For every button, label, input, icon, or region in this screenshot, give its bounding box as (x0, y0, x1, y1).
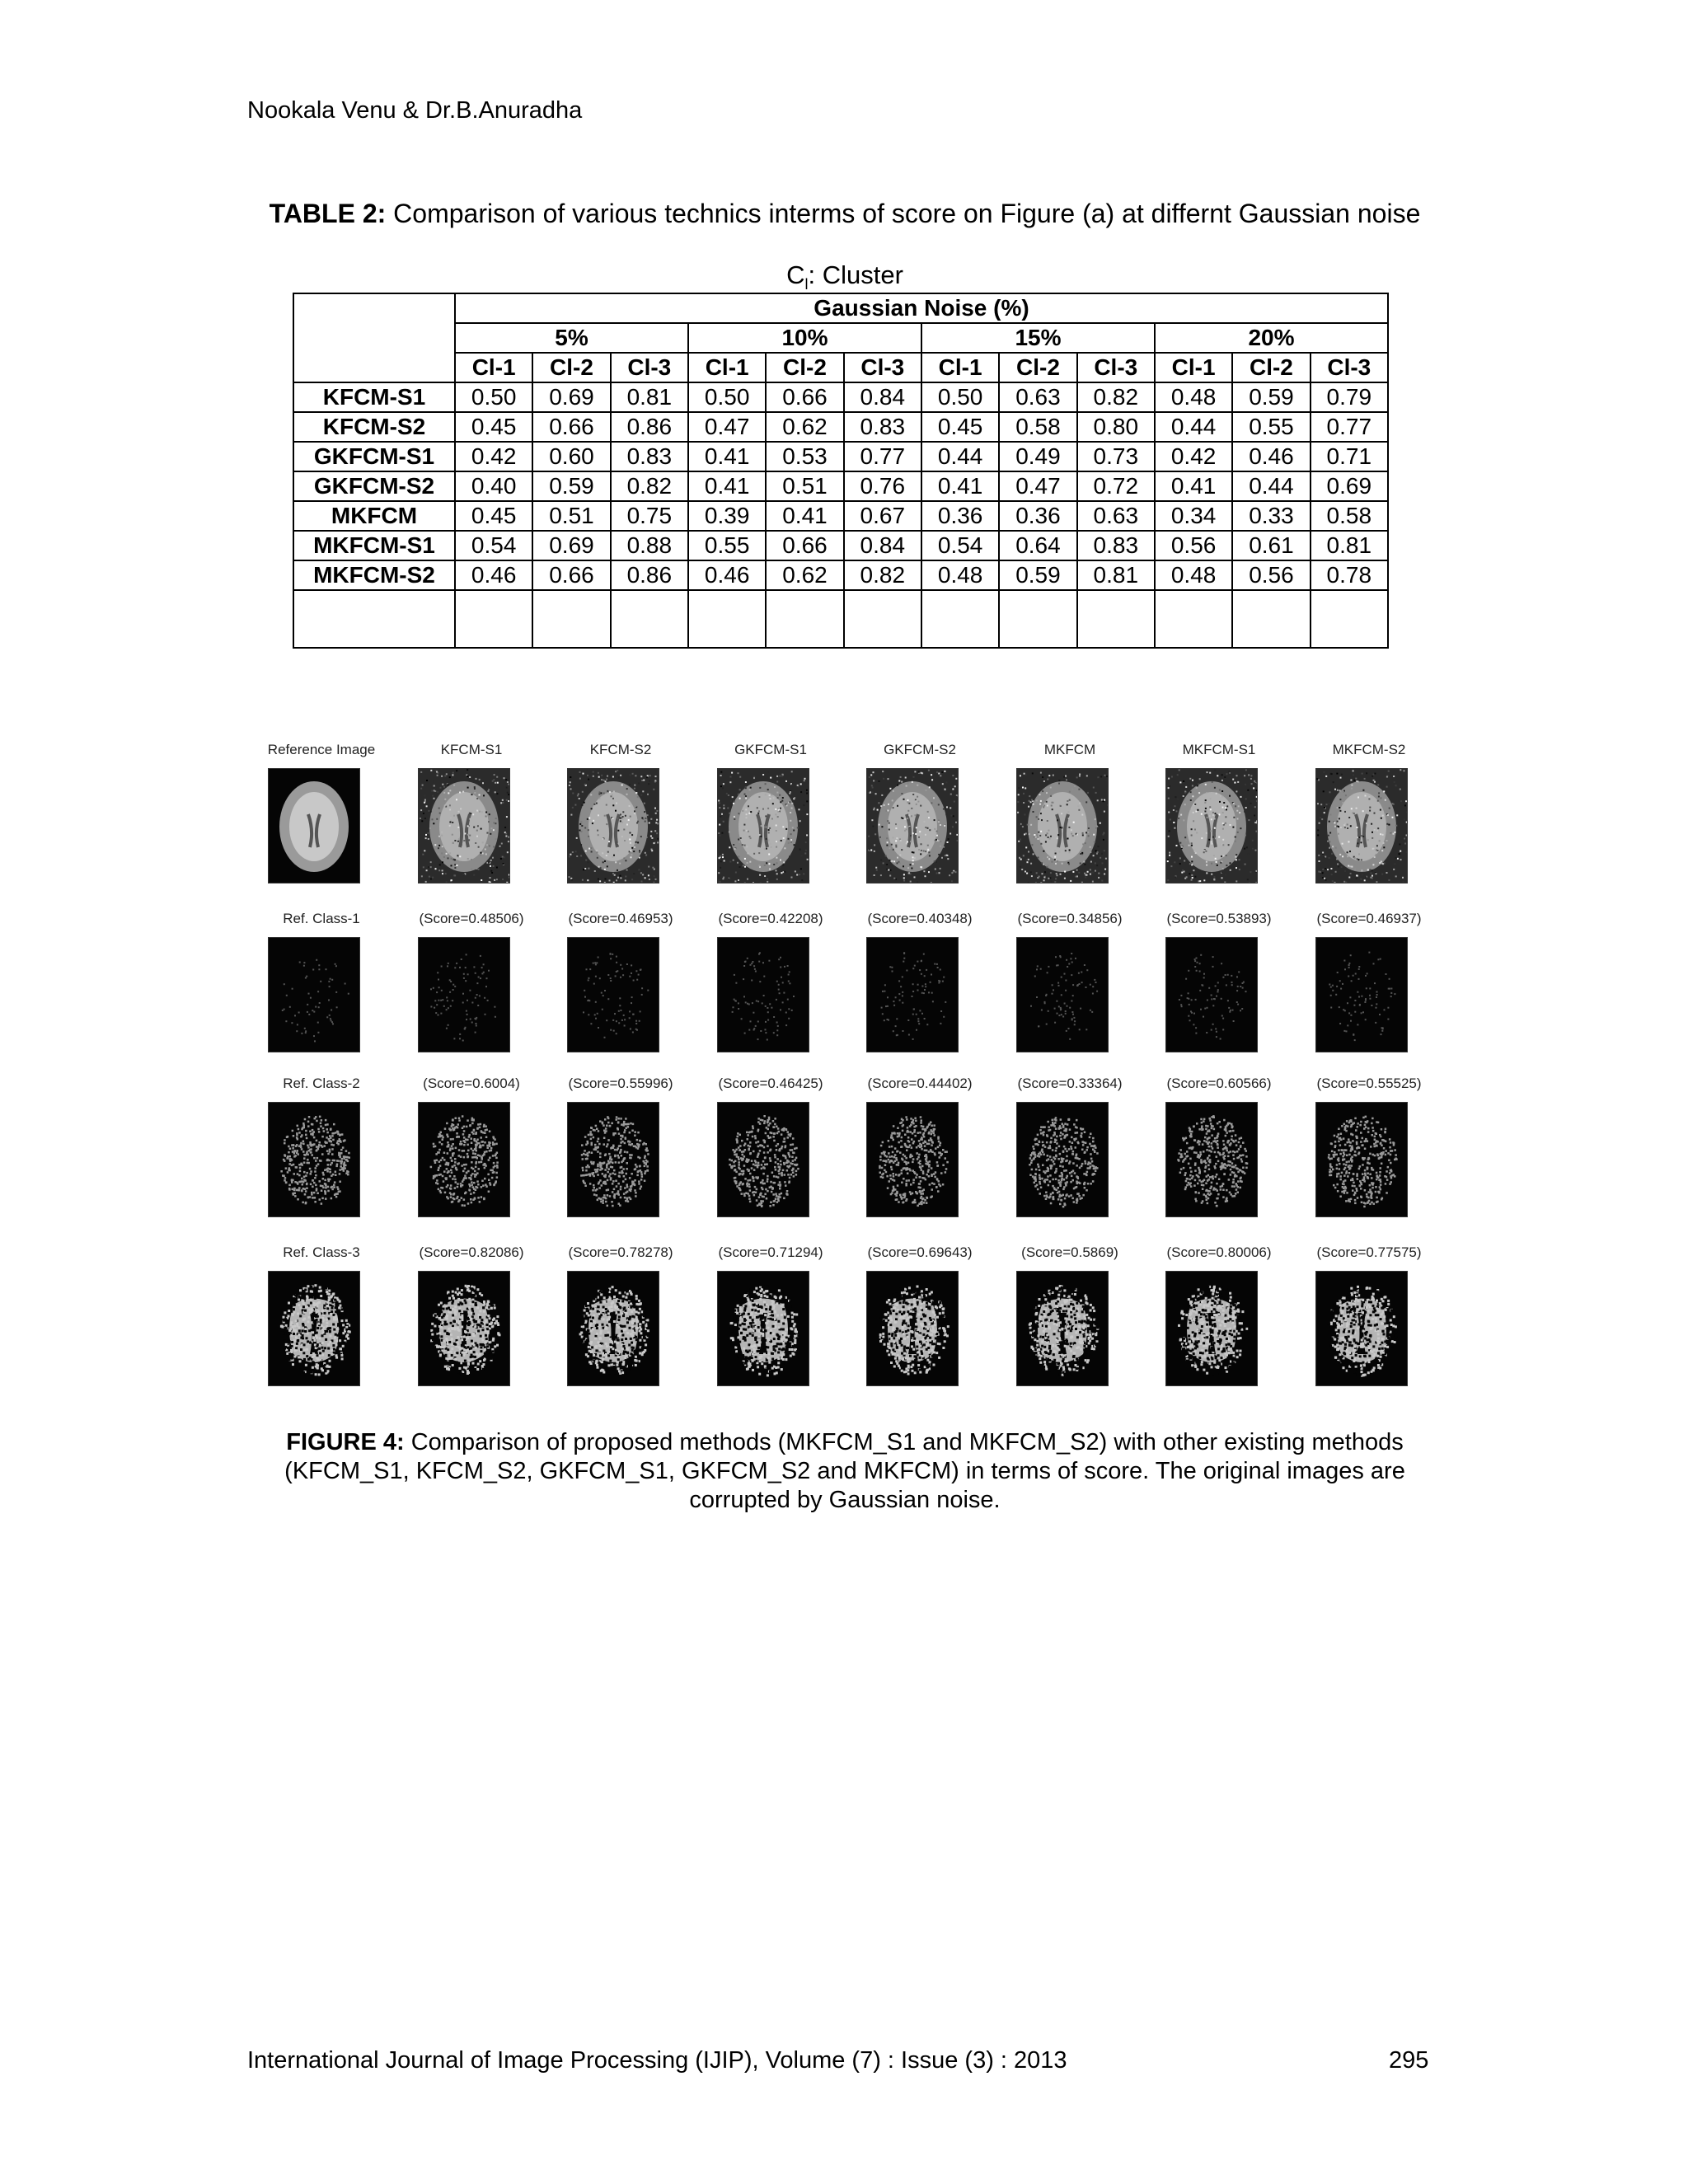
brain-scan-image (567, 937, 659, 1052)
score-cell: 0.41 (1155, 471, 1232, 501)
score-cell: 0.46 (1232, 442, 1310, 471)
score-cell: 0.83 (844, 412, 921, 442)
method-name: MKFCM-S2 (293, 560, 455, 590)
score-cell: 0.46 (455, 560, 532, 590)
score-cell: 0.36 (921, 501, 999, 531)
empty-cell (1311, 590, 1388, 648)
brain-scan-image (1016, 1271, 1109, 1386)
empty-cell (1155, 590, 1232, 648)
score-cell: 0.59 (999, 560, 1076, 590)
score-cell: 0.36 (999, 501, 1076, 531)
panel-label: (Score=0.78278) (568, 1244, 673, 1260)
score-cell: 0.56 (1232, 560, 1310, 590)
empty-cell (766, 590, 843, 648)
brain-scan-image (418, 937, 510, 1052)
score-cell: 0.82 (611, 471, 688, 501)
method-name: KFCM-S1 (293, 382, 455, 412)
noise-level-header: 10% (688, 323, 921, 353)
score-cell: 0.41 (688, 442, 766, 471)
score-cell: 0.44 (1232, 471, 1310, 501)
cluster-column-header: Cl-3 (1077, 353, 1155, 382)
score-cell: 0.82 (1077, 382, 1155, 412)
cluster-column-header: Cl-1 (688, 353, 766, 382)
panel-label: KFCM-S1 (440, 742, 503, 757)
panel-label: (Score=0.46937) (1316, 911, 1422, 926)
score-cell: 0.45 (455, 412, 532, 442)
cluster-column-header: Cl-1 (921, 353, 999, 382)
brain-scan-image (268, 937, 360, 1052)
score-cell: 0.66 (532, 560, 610, 590)
cluster-column-header: Cl-2 (1232, 353, 1310, 382)
score-cell: 0.49 (999, 442, 1076, 471)
figure-caption (247, 1428, 1442, 1515)
score-cell: 0.58 (1311, 501, 1388, 531)
brain-scan-image (866, 768, 959, 883)
panel-label: MKFCM (1043, 742, 1096, 757)
score-cell: 0.66 (766, 382, 843, 412)
empty-cell (844, 590, 921, 648)
cluster-column-header: Cl-3 (1311, 353, 1388, 382)
empty-cell (532, 590, 610, 648)
panel-label: (Score=0.53893) (1166, 911, 1272, 926)
cluster-legend (247, 260, 1442, 293)
panel-label: GKFCM-S2 (884, 742, 956, 757)
panel-label: (Score=0.40348) (867, 911, 973, 926)
cluster-column-header: Cl-1 (1155, 353, 1232, 382)
panel-label: (Score=0.33364) (1017, 1076, 1123, 1091)
brain-scan-image (717, 937, 809, 1052)
score-cell: 0.73 (1077, 442, 1155, 471)
score-cell: 0.42 (455, 442, 532, 471)
cluster-text: : Cluster (808, 260, 903, 289)
brain-scan-image (866, 937, 959, 1052)
score-cell: 0.54 (921, 531, 999, 560)
table-row (293, 442, 1388, 471)
score-cell: 0.62 (766, 412, 843, 442)
cluster-column-header: Cl-3 (611, 353, 688, 382)
empty-cell (1077, 590, 1155, 648)
score-cell: 0.81 (1077, 560, 1155, 590)
table-row (293, 382, 1388, 412)
score-cell: 0.69 (1311, 471, 1388, 501)
brain-scan-image (866, 1271, 959, 1386)
score-cell: 0.44 (1155, 412, 1232, 442)
empty-cell (688, 590, 766, 648)
panel-label: (Score=0.55525) (1316, 1076, 1422, 1091)
running-header: Nookala Venu & Dr.B.Anuradha (247, 97, 583, 124)
score-cell: 0.56 (1155, 531, 1232, 560)
score-cell: 0.41 (766, 501, 843, 531)
score-cell: 0.64 (999, 531, 1076, 560)
score-cell: 0.45 (455, 501, 532, 531)
cluster-column-header: Cl-2 (999, 353, 1076, 382)
empty-cell (455, 590, 532, 648)
brain-scan-image (1016, 937, 1109, 1052)
panel-label: (Score=0.80006) (1166, 1244, 1272, 1260)
panel-label: Ref. Class-3 (283, 1244, 360, 1260)
score-cell: 0.44 (921, 442, 999, 471)
method-name: MKFCM-S1 (293, 531, 455, 560)
cluster-prefix: C (786, 260, 805, 289)
table-caption-text: Comparison of various technics interms of score on Figure (a) at differnt Gaussian noise (386, 199, 1421, 228)
score-cell: 0.59 (1232, 382, 1310, 412)
brain-scan-image (567, 1271, 659, 1386)
method-name: KFCM-S2 (293, 412, 455, 442)
table-caption-label: TABLE 2: (269, 199, 387, 228)
score-cell: 0.46 (688, 560, 766, 590)
score-cell: 0.51 (766, 471, 843, 501)
score-cell: 0.82 (844, 560, 921, 590)
score-cell: 0.79 (1311, 382, 1388, 412)
score-cell: 0.47 (688, 412, 766, 442)
page-number: 295 (1389, 2047, 1429, 2074)
score-cell: 0.50 (688, 382, 766, 412)
score-cell: 0.51 (532, 501, 610, 531)
table-row (293, 531, 1388, 560)
panel-label: Ref. Class-2 (283, 1076, 360, 1091)
brain-scan-image (418, 1271, 510, 1386)
score-cell: 0.45 (921, 412, 999, 442)
table-caption (247, 198, 1442, 229)
brain-scan-image (268, 1271, 360, 1386)
brain-scan-image (717, 1271, 809, 1386)
empty-cell (293, 590, 455, 648)
score-cell: 0.59 (532, 471, 610, 501)
table-row (293, 501, 1388, 531)
score-cell: 0.39 (688, 501, 766, 531)
panel-label: Reference Image (267, 742, 376, 757)
journal-footer: International Journal of Image Processing (IJIP), Volume (7) : Issue (3) : 2013 (247, 2047, 1067, 2074)
cluster-column-header: Cl-2 (532, 353, 610, 382)
score-cell: 0.55 (688, 531, 766, 560)
brain-scan-image (268, 768, 360, 883)
group-header: Gaussian Noise (%) (455, 293, 1388, 323)
cluster-column-header: Cl-2 (766, 353, 843, 382)
empty-table-row (293, 590, 1388, 648)
table-row (293, 471, 1388, 501)
panel-label: (Score=0.42208) (718, 911, 823, 926)
score-cell: 0.47 (999, 471, 1076, 501)
score-table (293, 293, 1389, 649)
score-cell: 0.34 (1155, 501, 1232, 531)
score-cell: 0.84 (844, 382, 921, 412)
score-cell: 0.77 (1311, 412, 1388, 442)
noise-level-header: 15% (921, 323, 1155, 353)
score-cell: 0.71 (1311, 442, 1388, 471)
panel-label: (Score=0.55996) (568, 1076, 673, 1091)
score-cell: 0.69 (532, 382, 610, 412)
score-cell: 0.50 (455, 382, 532, 412)
brain-scan-image (717, 768, 809, 883)
score-cell: 0.76 (844, 471, 921, 501)
panel-label: (Score=0.77575) (1316, 1244, 1422, 1260)
score-cell: 0.50 (921, 382, 999, 412)
panel-label: (Score=0.69643) (867, 1244, 973, 1260)
score-cell: 0.60 (532, 442, 610, 471)
score-cell: 0.81 (1311, 531, 1388, 560)
noise-level-header: 5% (455, 323, 688, 353)
score-cell: 0.62 (766, 560, 843, 590)
score-cell: 0.84 (844, 531, 921, 560)
table-row (293, 560, 1388, 590)
panel-label: (Score=0.6004) (423, 1076, 520, 1091)
panel-label: (Score=0.82086) (419, 1244, 524, 1260)
score-cell: 0.69 (532, 531, 610, 560)
panel-label: MKFCM-S2 (1332, 742, 1406, 757)
figure-4-image-grid (247, 742, 1434, 1401)
score-cell: 0.78 (1311, 560, 1388, 590)
score-cell: 0.61 (1232, 531, 1310, 560)
empty-cell (999, 590, 1076, 648)
panel-label: Ref. Class-1 (283, 911, 360, 926)
brain-scan-image (1165, 937, 1258, 1052)
cluster-column-header: Cl-3 (844, 353, 921, 382)
figure-caption-label: FIGURE 4: (286, 1429, 405, 1455)
score-cell: 0.67 (844, 501, 921, 531)
brain-scan-image (1016, 768, 1109, 883)
method-name: GKFCM-S1 (293, 442, 455, 471)
score-cell: 0.40 (455, 471, 532, 501)
noise-level-header: 20% (1155, 323, 1388, 353)
panel-label: GKFCM-S1 (734, 742, 807, 757)
brain-scan-image (567, 768, 659, 883)
score-cell: 0.63 (999, 382, 1076, 412)
brain-scan-image (1315, 768, 1408, 883)
score-cell: 0.66 (766, 531, 843, 560)
panel-label: (Score=0.44402) (867, 1076, 973, 1091)
panel-label: MKFCM-S1 (1182, 742, 1256, 757)
panel-label: (Score=0.60566) (1166, 1076, 1272, 1091)
brain-scan-image (717, 1102, 809, 1217)
brain-scan-image (1165, 1102, 1258, 1217)
cluster-subscript: l (804, 276, 809, 293)
panel-label: (Score=0.71294) (718, 1244, 823, 1260)
score-cell: 0.55 (1232, 412, 1310, 442)
score-cell: 0.54 (455, 531, 532, 560)
brain-scan-image (418, 1102, 510, 1217)
brain-scan-image (418, 768, 510, 883)
brain-scan-image (567, 1102, 659, 1217)
brain-scan-image (268, 1102, 360, 1217)
brain-scan-image (1315, 937, 1408, 1052)
score-cell: 0.33 (1232, 501, 1310, 531)
empty-cell (611, 590, 688, 648)
score-cell: 0.42 (1155, 442, 1232, 471)
score-cell: 0.41 (921, 471, 999, 501)
panel-label: (Score=0.46953) (568, 911, 673, 926)
panel-label: (Score=0.48506) (419, 911, 524, 926)
score-cell: 0.48 (1155, 560, 1232, 590)
method-name: MKFCM (293, 501, 455, 531)
brain-scan-image (1315, 1102, 1408, 1217)
brain-scan-image (866, 1102, 959, 1217)
score-cell: 0.86 (611, 560, 688, 590)
brain-scan-image (1165, 1271, 1258, 1386)
table-corner-cell (293, 293, 455, 382)
empty-cell (1232, 590, 1310, 648)
score-cell: 0.53 (766, 442, 843, 471)
score-cell: 0.80 (1077, 412, 1155, 442)
score-cell: 0.58 (999, 412, 1076, 442)
score-cell: 0.81 (611, 382, 688, 412)
table-row (293, 412, 1388, 442)
brain-scan-image (1165, 768, 1258, 883)
cluster-column-header: Cl-1 (455, 353, 532, 382)
score-cell: 0.66 (532, 412, 610, 442)
score-cell: 0.83 (1077, 531, 1155, 560)
figure-caption-text: Comparison of proposed methods (MKFCM_S1 and MKFCM_S2) with other existing methods (KFCM_S1, KFCM_S2, GKFCM_S1, GKFCM_S2 and MKFCM) in terms of score. The original images are corrupted by Gaussian noise. (284, 1429, 1405, 1513)
score-cell: 0.48 (1155, 382, 1232, 412)
panel-label: (Score=0.46425) (718, 1076, 823, 1091)
score-cell: 0.41 (688, 471, 766, 501)
brain-scan-image (1315, 1271, 1408, 1386)
panel-label: (Score=0.5869) (1021, 1244, 1118, 1260)
empty-cell (921, 590, 999, 648)
score-cell: 0.48 (921, 560, 999, 590)
score-cell: 0.83 (611, 442, 688, 471)
score-cell: 0.86 (611, 412, 688, 442)
brain-scan-image (1016, 1102, 1109, 1217)
score-cell: 0.63 (1077, 501, 1155, 531)
method-name: GKFCM-S2 (293, 471, 455, 501)
score-cell: 0.75 (611, 501, 688, 531)
score-cell: 0.72 (1077, 471, 1155, 501)
panel-label: KFCM-S2 (589, 742, 652, 757)
score-cell: 0.88 (611, 531, 688, 560)
panel-label: (Score=0.34856) (1017, 911, 1123, 926)
score-cell: 0.77 (844, 442, 921, 471)
